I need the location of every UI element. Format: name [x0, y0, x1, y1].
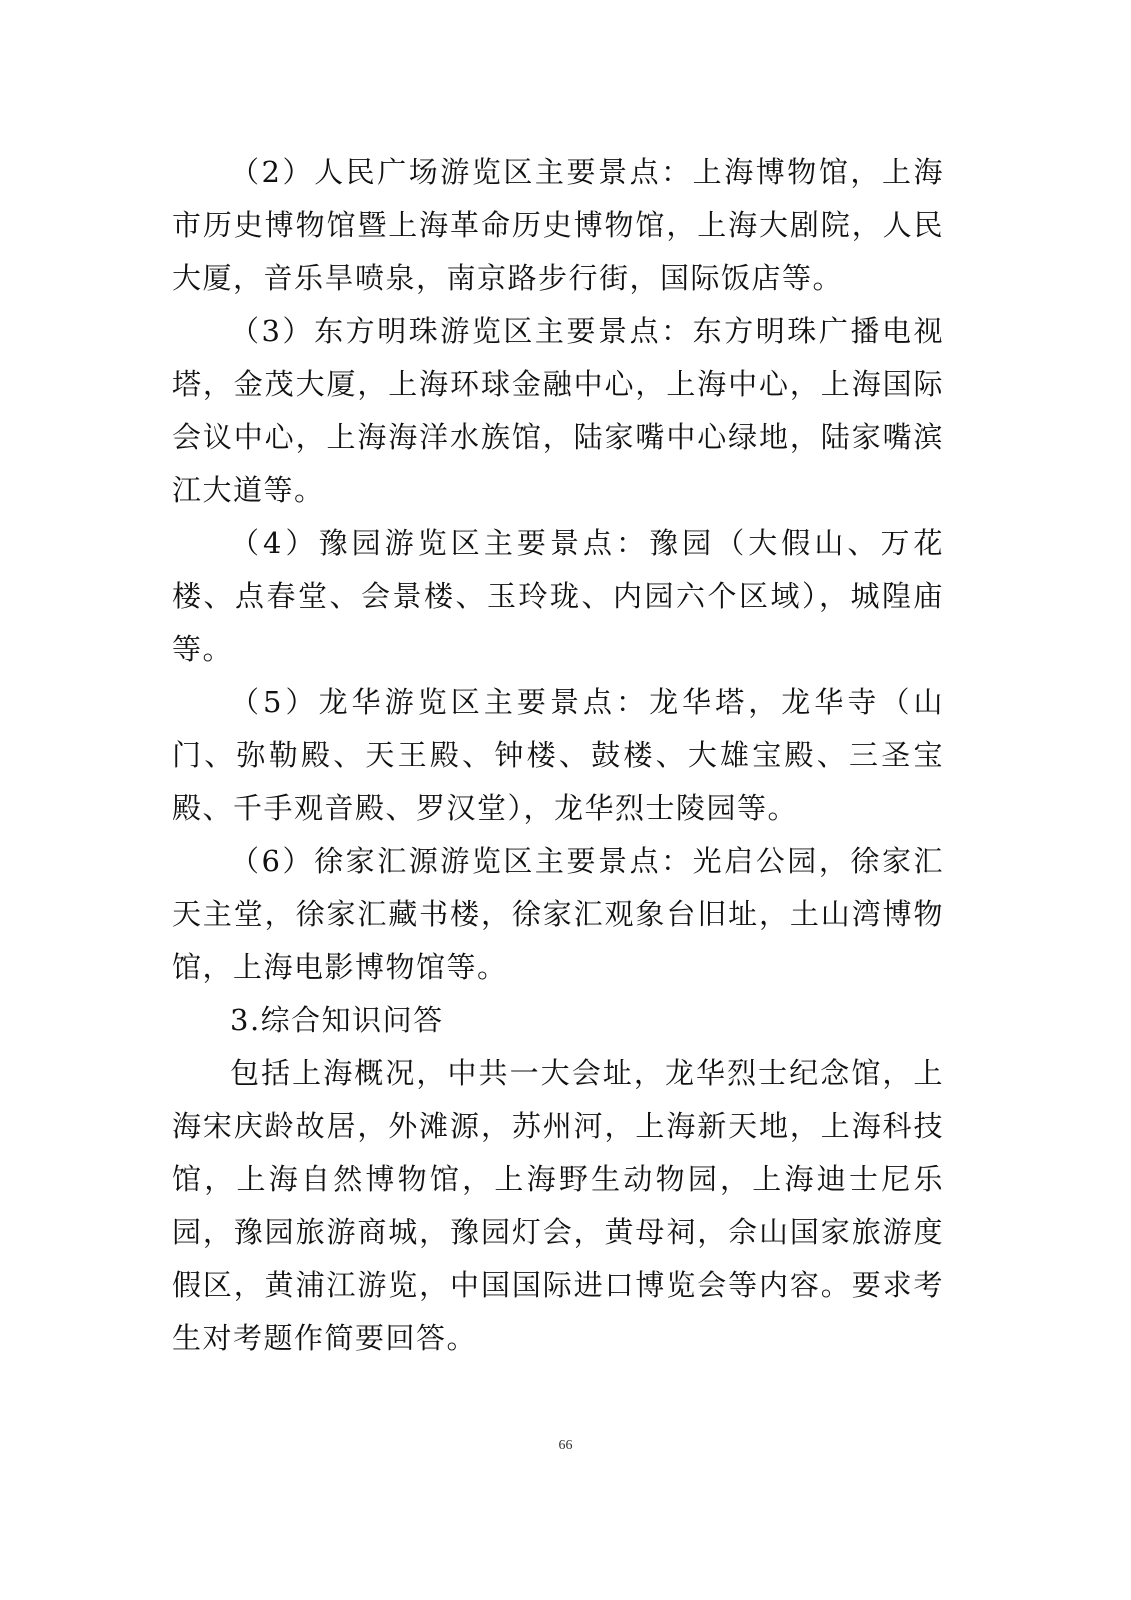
- section-heading-knowledge-qa: 3.综合知识问答: [230, 1003, 444, 1037]
- paragraph-knowledge-qa: 包括上海概况，中共一大会址，龙华烈士纪念馆，上海宋庆龄故居，外滩源，苏州河，上海新天地，上海科技馆，上海自然博物馆，上海野生动物园，上海迪士尼乐园，豫园旅游商城，豫园灯会，黄母祠，佘山国家旅游度假区，黄浦江游览，中国国际进口博览会等内容。要求考生对考题作简要回答。: [172, 1056, 944, 1355]
- paragraph-people-square: （2）人民广场游览区主要景点：上海博物馆，上海市历史博物馆暨上海革命历史博物馆，上海大剧院，人民大厦，音乐旱喷泉，南京路步行街，国际饭店等。: [172, 155, 944, 295]
- document-body: [172, 146, 944, 1365]
- paragraph-longhua: （5）龙华游览区主要景点：龙华塔，龙华寺（山门、弥勒殿、天王殿、钟楼、鼓楼、大雄宝殿、三圣宝殿、千手观音殿、罗汉堂），龙华烈士陵园等。: [172, 685, 944, 825]
- paragraph-xujiahui: （6）徐家汇源游览区主要景点：光启公园，徐家汇天主堂，徐家汇藏书楼，徐家汇观象台旧址，土山湾博物馆，上海电影博物馆等。: [172, 844, 944, 984]
- page-number: 66: [558, 1438, 573, 1453]
- paragraph-yuyuan: （4）豫园游览区主要景点：豫园（大假山、万花楼、点春堂、会景楼、玉玲珑、内园六个区域），城隍庙等。: [172, 526, 944, 666]
- paragraph-oriental-pearl: （3）东方明珠游览区主要景点：东方明珠广播电视塔，金茂大厦，上海环球金融中心，上海中心，上海国际会议中心，上海海洋水族馆，陆家嘴中心绿地，陆家嘴滨江大道等。: [172, 314, 944, 507]
